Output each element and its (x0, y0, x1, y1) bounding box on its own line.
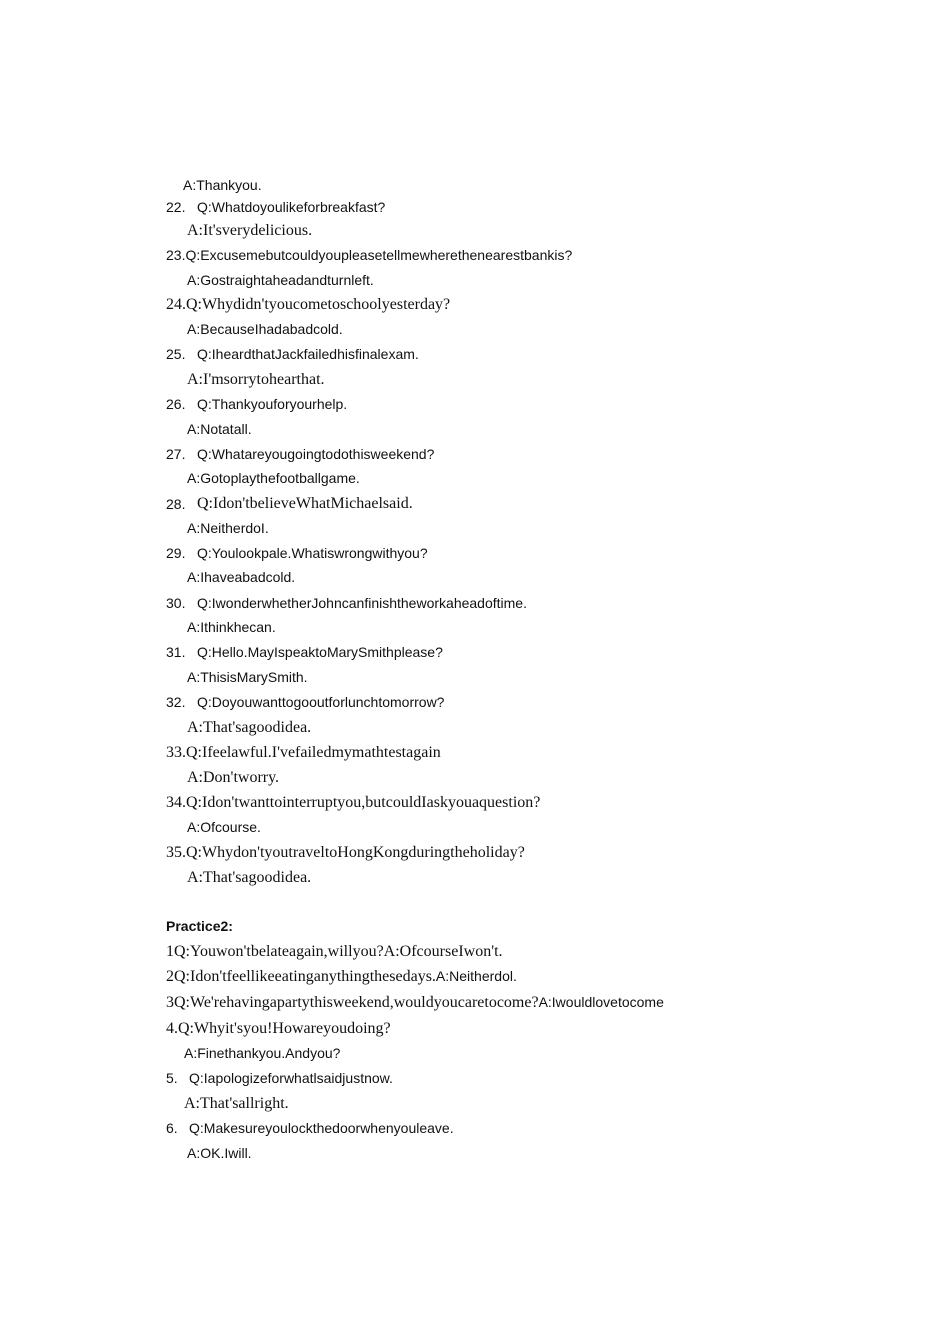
answer-line: A:That'sallright. (184, 1095, 289, 1112)
answer-line: A:Thankyou. (183, 177, 262, 193)
item-number: 28. (166, 496, 186, 512)
question-line: Q:Whatdoyoulikeforbreakfast? (197, 199, 386, 215)
answer-line: A:OK.Iwill. (187, 1145, 252, 1161)
practice-line: 1Q:Youwon'tbelateagain,willyou?A:OfcourseIwon't. (166, 943, 503, 960)
item-number: 25. (166, 346, 186, 362)
question-line: 33.Q:Ifeelawful.I'vefailedmymathtestagain (166, 744, 441, 761)
question-line: 24.Q:Whydidn'tyoucometoschoolyesterday? (166, 296, 451, 313)
question-line: 23.Q:Excusemebutcouldyoupleasetellmewherethenearestbankis? (166, 247, 573, 263)
answer-line: A:NeitherdoI. (187, 520, 269, 536)
question-line: Q:Whatareyougoingtodothisweekend? (197, 446, 435, 462)
answer-line: A:Ihaveabadcold. (187, 569, 296, 585)
item-number: 29. (166, 545, 186, 561)
answer-line: A:It'sverydelicious. (187, 222, 313, 239)
practice-line (166, 995, 664, 1011)
answer-line: A:Ofcourse. (187, 819, 261, 835)
question-text: 2Q:Idon'tfeellikeeatinganythingthesedays. (166, 968, 436, 985)
item-number: 31. (166, 644, 186, 660)
question-line: Q:Thankyouforyourhelp. (197, 396, 348, 412)
answer-line: A:I'msorrytohearthat. (187, 371, 325, 388)
answer-line: A:ThisisMarySmith. (187, 669, 308, 685)
answer-line: A:That'sagoodidea. (187, 869, 312, 886)
practice-line (166, 969, 517, 985)
item-number: 32. (166, 694, 186, 710)
section-heading: Practice2: (166, 918, 233, 934)
answer-line: A:That'sagoodidea. (187, 719, 312, 736)
answer-text: A:Neitherdol. (435, 968, 517, 984)
question-line: Q:Doyouwanttogooutforlunchtomorrow? (197, 694, 445, 710)
question-line: 34.Q:Idon'twanttointerruptyou,butcouldIaskyouaquestion? (166, 794, 541, 811)
question-line: Q:Iapologizeforwhatlsaidjustnow. (189, 1070, 393, 1086)
item-number: 6. (166, 1120, 178, 1136)
question-line: Q:Idon'tbelieveWhatMichaelsaid. (197, 495, 413, 512)
question-line: Q:Hello.MayIspeaktoMarySmithplease? (197, 644, 443, 660)
answer-line: A:Finethankyou.Andyou? (184, 1045, 341, 1061)
item-number: 27. (166, 446, 186, 462)
answer-line: A:Notatall. (187, 421, 252, 437)
answer-line: A:Gostraightaheadandturnleft. (187, 272, 374, 288)
answer-line: A:Ithinkhecan. (187, 619, 276, 635)
item-number: 5. (166, 1070, 178, 1086)
question-text: 3Q:We'rehavingapartythisweekend,wouldyoucaretocome? (166, 994, 539, 1011)
question-line: 35.Q:Whydon'tyoutraveltoHongKongduringtheholiday? (166, 844, 525, 861)
practice-line: 4.Q:Whyit'syou!Howareyoudoing? (166, 1020, 391, 1037)
question-line: Q:IheardthatJackfailedhisfinalexam. (197, 346, 419, 362)
answer-line: A:Don'tworry. (187, 769, 280, 786)
item-number: 22. (166, 199, 186, 215)
answer-line: A:Gotoplaythefootballgame. (187, 470, 360, 486)
question-line: Q:IwonderwhetherJohncanfinishtheworkaheadoftime. (197, 595, 527, 611)
question-line: Q:Youlookpale.Whatiswrongwithyou? (197, 545, 428, 561)
answer-text: A:Iwouldlovetocome (538, 994, 664, 1010)
item-number: 30. (166, 595, 186, 611)
question-line: Q:Makesureyoulockthedoorwhenyouleave. (189, 1120, 454, 1136)
answer-line: A:BecauseIhadabadcold. (187, 321, 343, 337)
item-number: 26. (166, 396, 186, 412)
